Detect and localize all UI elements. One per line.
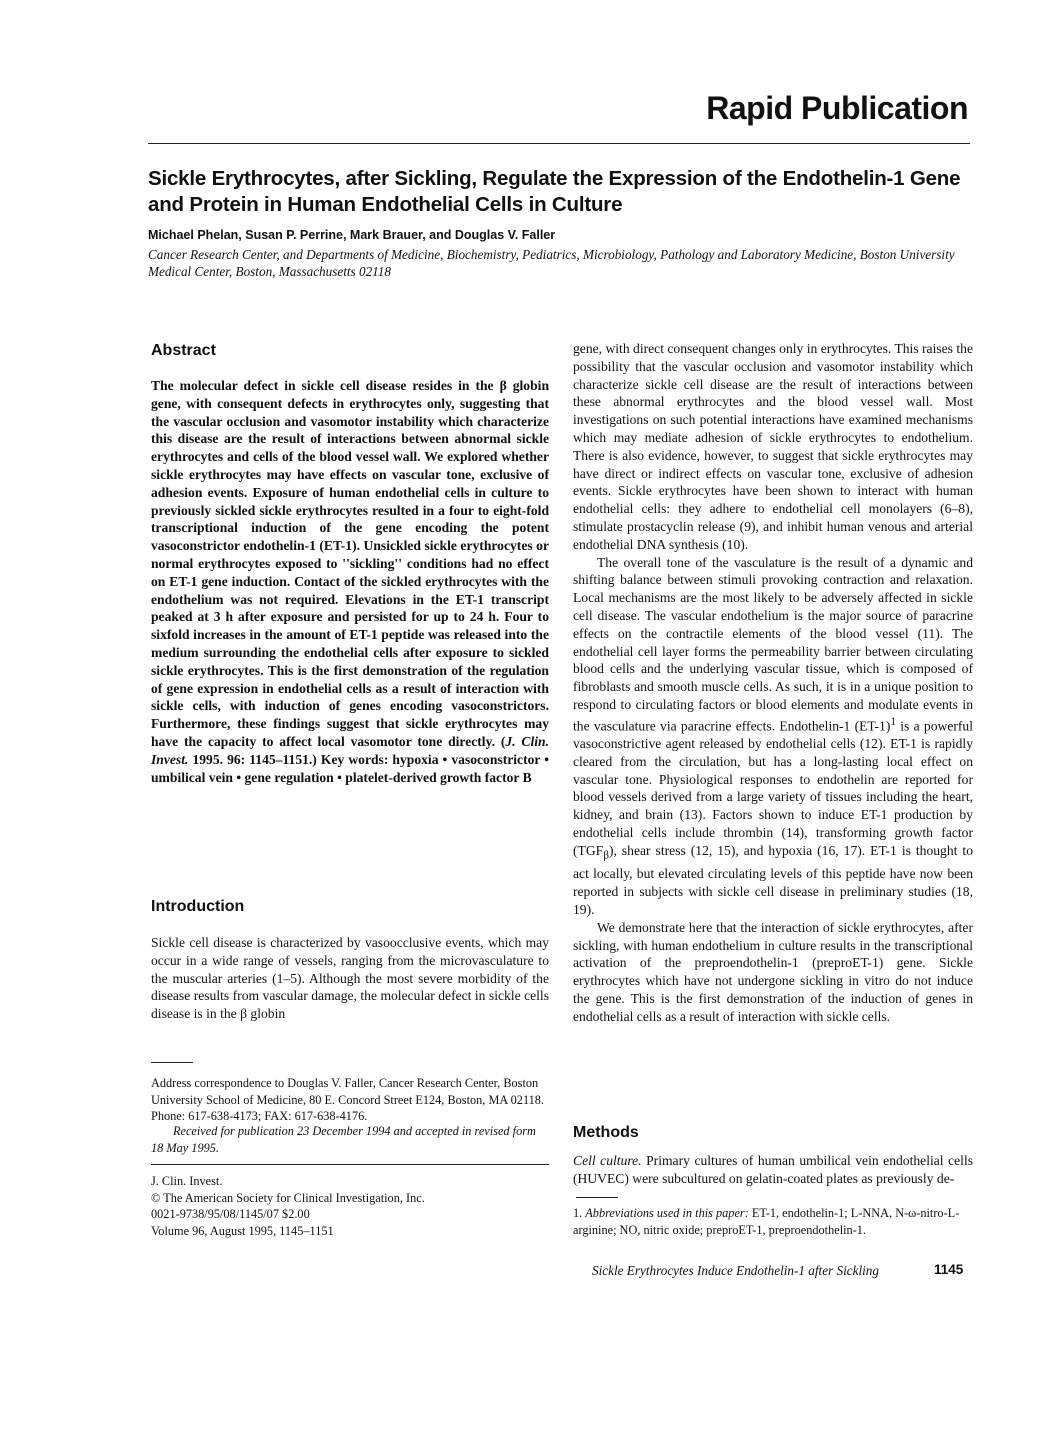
- paragraph-2-part-a: The overall tone of the vasculature is the result of a dynamic and shifting balance between stimuli provoking contraction and relaxation. Local mechanisms are the most likely to be adversely affected in sickle cell disease. The vascular endothelium is the major source of paracrine effects on the contractile elements of the blood vessel (11). The endothelial cell layer forms the permeability barrier between circulating blood cells and the underlying vascular tissue, which is composed of fibroblasts and smooth muscle cells. As such, it is in a unique position to respond to circulating factors or blood elements and modulate events in the vasculature via paracrine effects. Endothelin-1 (ET-1): [573, 554, 973, 734]
- running-title: Sickle Erythrocytes Induce Endothelin-1 after Sickling: [592, 1263, 879, 1278]
- paragraph-2-part-c: ), shear stress (12, 15), and hypoxia (16, 17). ET-1 is thought to act locally, but elevated circulating levels of this peptide have now been reported in subjects with sickle cell disease in preliminary studies (18, 19).: [573, 842, 973, 917]
- journal-info-rule: [151, 1164, 549, 1165]
- article-authors: Michael Phelan, Susan P. Perrine, Mark Brauer, and Douglas V. Faller: [148, 228, 556, 242]
- footnote-rule: [151, 1062, 193, 1063]
- journal-info: [151, 1173, 549, 1239]
- abbrev-label: Abbreviations used in this paper:: [585, 1206, 749, 1220]
- methods-heading: Methods: [573, 1124, 639, 1141]
- paragraph-2: [573, 554, 973, 919]
- right-column-text: [573, 340, 973, 1026]
- abstract-citation: J. Clin. Invest.: [151, 733, 549, 767]
- copyright-line: © The American Society for Clinical Investigation, Inc.: [151, 1190, 425, 1205]
- abbreviations-footnote: [573, 1205, 973, 1238]
- abbrev-text: ET-1, endothelin-1; L-NNA, N-ω-nitro-L-arginine; NO, nitric oxide; preproET-1, preproendothelin-1.: [573, 1206, 960, 1237]
- volume-line: Volume 96, August 1995, 1145–1151: [151, 1223, 334, 1238]
- page-number: 1145: [934, 1262, 964, 1277]
- paragraph-3: We demonstrate here that the interaction of sickle erythrocytes, after sickling, with human endothelium in culture results in the transcriptional activation of the preproendothelin-1 (preproET-1) gene. Sickle erythrocytes which have not undergone sickling in vitro do not induce the gene. This is the first demonstration of the induction of genes in endothelial cells as a result of interaction with sickle cells.: [573, 919, 973, 1024]
- introduction-text: Sickle cell disease is characterized by vasoocclusive events, which may occur in a wide range of vessels, ranging from the microvasculature to the muscular arteries (1–5). Although the most severe morbidity of the disease results from vascular damage, the molecular defect in sickle cells disease is in the β globin: [151, 935, 549, 1022]
- abstract-heading: Abstract: [151, 342, 216, 359]
- article-title: Sickle Erythrocytes, after Sickling, Regulate the Expression of the Endothelin-1 Gene and Protein in Human Endothelial Cells in Culture: [148, 167, 961, 216]
- abbrev-number: 1.: [573, 1206, 586, 1220]
- paragraph-1: gene, with direct consequent changes only in erythrocytes. This raises the possibility that the vascular occlusion and vasomotor instability which characterize sickle cell disease are the result of interactions between these abnormal erythrocytes and the blood vessel wall. Most investigations on such potential interactions have examined mechanisms which may mediate adhesion of sickle erythrocytes to endothelium. There is also evidence, however, to suggest that sickle erythrocytes may have direct or indirect effects on vascular tone, exclusive of adhesion events. Sickle erythrocytes have been shown to interact with human endothelial cells: they adhere to endothelial cell monolayers (6–8), stimulate prostacyclin release (9), and inhibit human venous and arterial endothelial DNA synthesis (10).: [573, 341, 973, 552]
- introduction-heading: Introduction: [151, 898, 245, 915]
- issn-line: 0021-9738/95/08/1145/07 $2.00: [151, 1207, 310, 1221]
- header-rule: [148, 143, 970, 144]
- paragraph-2-part-b: is a powerful vasoconstrictive agent released by endothelial cells (12). ET-1 is rapidly cleared from the circulation, but has a long-lasting local effect on vascular tone. Physiological responses to endothelin are reported for blood vessels derived from a large variety of tissues including the heart, kidney, and brain (13). Factors shown to induce ET-1 production by endothelial cells include thrombin (14), transforming growth factor (TGF: [573, 718, 973, 858]
- section-heading: Rapid Publication: [706, 90, 968, 126]
- abstract-text-part2: 1995. 96: 1145–1151.) Key words: hypoxia • vasoconstrictor • umbilical vein • gene regulation • platelet-derived growth factor B: [151, 751, 549, 785]
- abstract-text: [151, 377, 549, 786]
- abbrev-footnote-rule: [576, 1197, 618, 1198]
- methods-text: [573, 1152, 973, 1188]
- tgf-subscript: β: [603, 849, 609, 862]
- correspondence-note: Address correspondence to Douglas V. Faller, Cancer Research Center, Boston University School of Medicine, 80 E. Concord Street E124, Boston, MA 02118. Phone: 617-638-4173; FAX: 617-638-4176.: [151, 1076, 545, 1123]
- methods-paragraph: Primary cultures of human umbilical vein endothelial cells (HUVEC) were subcultured on gelatin-coated plates as previously de-: [573, 1153, 974, 1186]
- article-affiliation: Cancer Research Center, and Departments of Medicine, Biochemistry, Pediatrics, Microbiology, Pathology and Laboratory Medicine, Boston University Medical Center, Boston, Massachusetts 02118: [148, 247, 955, 279]
- received-note: Received for publication 23 December 1994 and accepted in revised form 18 May 1995.: [151, 1124, 536, 1155]
- methods-subheading: Cell culture.: [573, 1153, 642, 1168]
- abstract-text-part1: The molecular defect in sickle cell disease resides in the β globin gene, with consequent defects in erythrocytes only, suggesting that the vascular occlusion and vasomotor instability which characterize this disease are the result of interactions between abnormal sickle erythrocytes and cells of the blood vessel wall. We explored whether sickle erythrocytes may have effects on vascular tone, exclusive of adhesion events. Exposure of human endothelial cells in culture to previously sickled sickle erythrocytes resulted in a four to eight-fold transcriptional induction of the gene encoding the potent vasoconstrictor endothelin-1 (ET-1). Unsickled sickle erythrocytes or normal erythrocytes exposed to ''sickling'' conditions had no effect on ET-1 gene induction. Contact of the sickled erythrocytes with the endothelium was not required. Elevations in the ET-1 transcript peaked at 3 h after exposure and persisted for up to 24 h. Four to sixfold increases in the amount of ET-1 peptide was released into the medium surrounding the endothelial cells after exposure to sickled sickle erythrocytes. This is the first demonstration of the regulation of gene expression in endothelial cells as a result of interaction with sickle cells, with induction of genes encoding vasoconstrictors. Furthermore, these findings suggest that sickle erythrocytes may have the capacity to affect local vasomotor tone directly. (: [151, 378, 549, 749]
- journal-name: J. Clin. Invest.: [151, 1174, 223, 1188]
- footnote-marker: 1: [890, 715, 897, 728]
